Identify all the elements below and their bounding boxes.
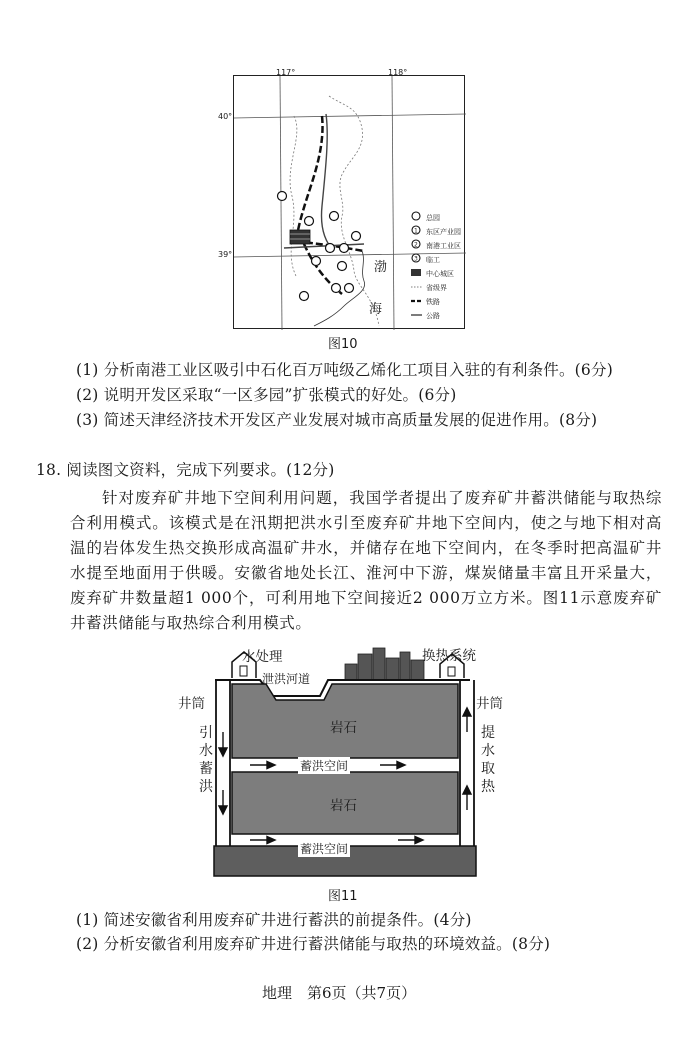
heat-exchange-label: 换热系统 [422, 648, 476, 664]
legend-nangang: 南港工业区 [426, 242, 461, 250]
lat-40-label: 40° [218, 112, 233, 121]
water-treatment-label: 水处理 [242, 649, 283, 665]
rock-lower-label: 岩石 [330, 798, 357, 814]
storage-space-1-label: 蓄洪空间 [300, 759, 349, 773]
q18-title: 18. 阅读图文资料，完成下列要求。(12分) [36, 461, 335, 479]
rock-upper-label: 岩石 [330, 720, 357, 736]
extract-heat-label: 提水取热 [481, 725, 495, 795]
lon-117-label: 117° [276, 68, 296, 77]
q18-item-1: (1) 简述安徽省利用废弃矿井进行蓄洪的前提条件。(4分) [76, 911, 472, 929]
q18-paragraph: 针对废弃矿井地下空间利用问题，我国学者提出了废弃矿井蓄洪储能与取热综合利用模式。该模式是在汛期把洪水引至废弃矿井地下空间内，使之与地下相对高温的岩体发生热交换形成高温矿井水，并储存在地下空间内，在冬季时把高温矿井水提至地面用于供暖。安徽省地处长江、淮河中下游，煤炭储量丰富且开采量大，废弃矿井数量超1 000个，可利用地下空间接近2 000万立方米。图11示意废弃矿井蓄洪储能与取热综合利用模式。 [70, 489, 662, 632]
q17-item-2: (2) 说明开发区采取“一区多园”扩张模式的好处。(6分) [76, 386, 457, 404]
legend-provincial-boundary: 省级界 [426, 284, 447, 292]
figure-10-map [218, 68, 465, 329]
page-footer: 地理 第6页（共7页） [262, 984, 417, 1002]
figure-11-diagram [170, 640, 520, 880]
shaft-left-label: 井筒 [178, 696, 205, 712]
storage-space-2-label: 蓄洪空间 [300, 842, 349, 856]
q18-item-2: (2) 分析安徽省利用废弃矿井进行蓄洪储能与取热的环境效益。(8分) [76, 935, 551, 953]
flood-channel-label: 泄洪河道 [262, 672, 311, 686]
intake-storage-label: 引水蓄洪 [199, 725, 213, 795]
figure-10-caption: 图10 [328, 337, 358, 352]
q17-item-3: (3) 简述天津经济技术开发区产业发展对城市高质量发展的促进作用。(8分) [76, 411, 598, 429]
legend-lingang: 临工 [426, 256, 440, 264]
legend-general-park: 总园 [426, 214, 440, 222]
svg-text:1: 1 [414, 227, 418, 235]
legend-road: 公路 [426, 312, 440, 320]
sea-label-hai: 海 [369, 302, 383, 317]
svg-text:2: 2 [414, 241, 418, 249]
svg-text:3: 3 [414, 255, 418, 263]
lon-118-label: 118° [388, 68, 408, 77]
legend-city-center: 中心城区 [426, 270, 454, 278]
figure-11-caption: 图11 [328, 889, 358, 904]
shaft-right-label: 井筒 [476, 696, 503, 712]
legend-railway: 铁路 [426, 298, 440, 306]
sea-label-bo: 渤 [374, 260, 388, 275]
legend-east-park: 东区产业园 [426, 228, 461, 236]
map-legend [426, 211, 461, 323]
q17-item-1: (1) 分析南港工业区吸引中石化百万吨级乙烯化工项目入驻的有利条件。(6分) [76, 361, 613, 379]
lat-39-label: 39° [218, 250, 233, 259]
